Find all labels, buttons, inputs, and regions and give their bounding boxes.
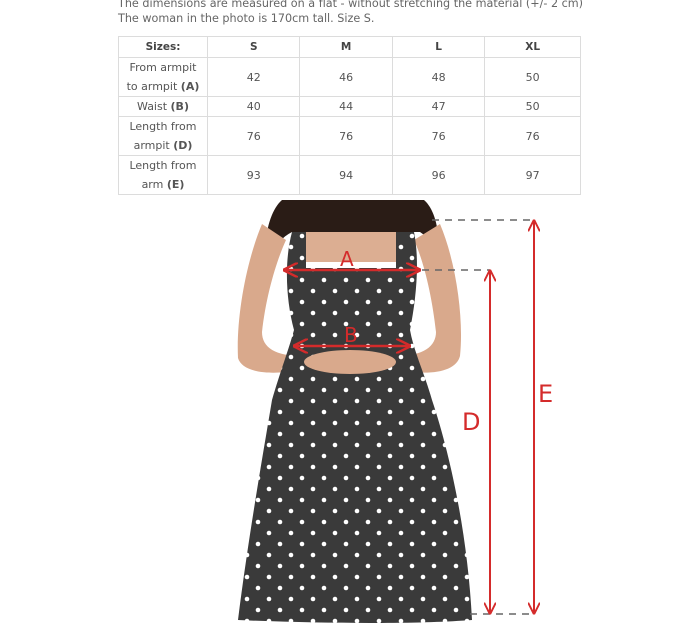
table-cell: 50 xyxy=(485,58,581,97)
row-label-text: Length from arm xyxy=(129,159,197,191)
measure-a-label: A xyxy=(340,247,354,271)
row-label-code: (A) xyxy=(180,80,200,93)
row-label-text: From armpit to armpit xyxy=(126,61,197,93)
row-label-code: (D) xyxy=(173,139,193,152)
table-cell: 42 xyxy=(208,58,300,97)
row-label xyxy=(119,156,208,195)
table-row xyxy=(119,97,581,117)
table-row xyxy=(119,58,581,97)
table-cell: 44 xyxy=(300,97,392,117)
table-row xyxy=(119,117,581,156)
table-header-row xyxy=(119,37,581,58)
table-cell: 48 xyxy=(392,58,484,97)
row-label-text: Length from armpit xyxy=(129,120,197,152)
hands-icon xyxy=(304,350,396,374)
header-xl: XL xyxy=(485,37,581,58)
row-label xyxy=(119,97,208,117)
table-cell: 76 xyxy=(300,117,392,156)
header-s: S xyxy=(208,37,300,58)
header-m: M xyxy=(300,37,392,58)
intro-line-measure: The dimensions are measured on a flat - without stretching the material (+/- 2 cm) xyxy=(118,0,584,10)
measure-d-label: D xyxy=(462,408,481,436)
intro-line-model: The woman in the photo is 170cm tall. Size S. xyxy=(118,12,375,25)
intro-text xyxy=(118,0,583,26)
table-cell: 94 xyxy=(300,156,392,195)
table-cell: 46 xyxy=(300,58,392,97)
row-label xyxy=(119,58,208,97)
table-cell: 76 xyxy=(208,117,300,156)
header-l: L xyxy=(392,37,484,58)
row-label-code: (E) xyxy=(166,178,185,191)
measure-b-label: B xyxy=(344,323,358,347)
table-cell: 50 xyxy=(485,97,581,117)
table-cell: 76 xyxy=(392,117,484,156)
table-cell: 96 xyxy=(392,156,484,195)
table-cell: 47 xyxy=(392,97,484,117)
measure-e-label: E xyxy=(538,380,554,408)
row-label-text: Waist xyxy=(137,100,168,113)
table-cell: 93 xyxy=(208,156,300,195)
header-sizes: Sizes: xyxy=(119,37,208,58)
row-label-code: (B) xyxy=(170,100,189,113)
table-row xyxy=(119,156,581,195)
table-cell: 76 xyxy=(485,117,581,156)
size-table xyxy=(118,36,581,195)
table-cell: 97 xyxy=(485,156,581,195)
row-label xyxy=(119,117,208,156)
table-cell: 40 xyxy=(208,97,300,117)
dress-measurement-diagram xyxy=(0,200,700,642)
